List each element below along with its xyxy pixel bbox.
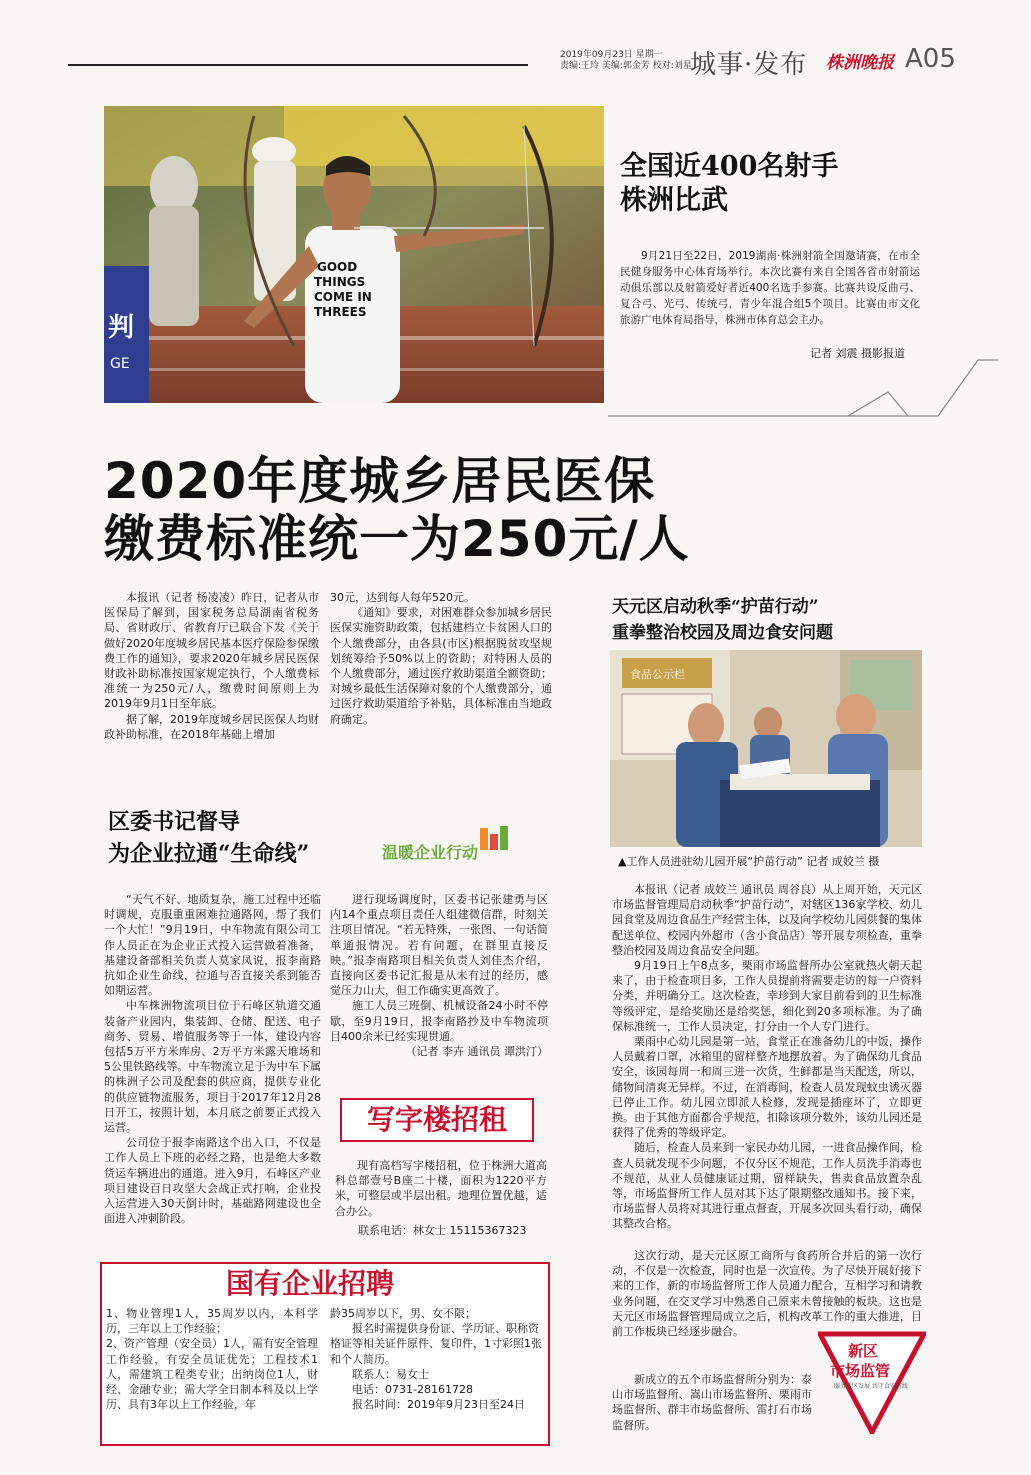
archery-photo (104, 106, 604, 403)
jobs-time: 报名时间：2019年9月23日至24日 (352, 1398, 525, 1412)
campaign-logo (380, 826, 520, 866)
main-para: 30元，达到每人每年520元。 (330, 591, 475, 604)
market-supervision-badge (818, 1328, 926, 1434)
main-para: 本报讯（记者 杨凌凌）昨日，记者从市医保局了解到，国家税务总局湖南省税务局、省财政厅、省教育厅已联合下发《关于做好2020年度城乡居民基本医疗保险参保缴费工作的通知》，要求2020年城乡居民医保财政补助标准按国家规定执行，个人缴费标准统一为250元/人，缴费时间原则上为2019年9月1日至年底。 (104, 591, 319, 711)
archery-byline: 记者 刘震 摄影报道 (810, 347, 905, 360)
shirt-text-3: COME IN (314, 290, 372, 304)
header-rule (68, 64, 528, 66)
district-byline: （记者 李卉 通讯员 谭洪汀） (405, 1045, 548, 1059)
office-ad-body: 现有高档写字楼招租，位于株洲大道高科总部壹号B座二十楼，面积为1220平方米，可整层或半层出租。地理位置优越，适合办公。 (335, 1159, 547, 1218)
tianyuan-title (612, 594, 833, 646)
archery-body: 9月21日至22日，2019湖南·株洲射箭全国邀请赛，在市全民健身服务中心体育场举行。本次比赛有来自全国各省市射箭运动俱乐部以及射箭爱好者近400名选手参赛。比赛共设反曲弓、复合弓、光弓、传统弓，青少年混合组5个项目。比赛由市文化旅游广电体育局指导，株洲市体育总会主办。 (620, 250, 920, 326)
tianyuan-title-line1: 天元区启动秋季“护苗行动” (612, 597, 819, 617)
header-date: 2019年09月23日 星期一 (560, 50, 663, 60)
banner-text-1: 判 (108, 313, 135, 343)
section-title: 城事·发布 (690, 50, 808, 80)
page-number: A05 (905, 44, 956, 74)
archery-title-line2: 株洲比武 (620, 185, 728, 216)
logo-line1: 新区 (848, 1342, 879, 1360)
district-title (108, 806, 309, 870)
market-supervision-logo (818, 1328, 926, 1434)
shirt-text-2: THINGS (314, 275, 366, 289)
jobs-col1: 1、物业管理1人，35周岁以内，本科学历，三年以上工作经验； 2、资产管理（安全员）1人，需有安全管理工作经验，有安全员证优先；工程技术1人，需建筑工程类专业；出纳岗位1人，财经、金融专业；需大学全日制本科及以上学历、具有3年以上工作经验，年 (106, 1307, 318, 1412)
main-para: 据了解，2019年度城乡居民医保人均财政补助标准，在2018年基础上增加 (104, 712, 319, 741)
jobs-contact-name: 联系人：易女士 (352, 1367, 429, 1381)
campaign-logo-text: 温暖企业行动 (382, 843, 479, 862)
tianyuan-body-top (612, 882, 922, 1232)
logo-line2: 市场监管 (830, 1362, 891, 1380)
campaign-logo-graphic (380, 826, 520, 866)
main-headline (104, 452, 690, 568)
header-staff: 责编:王玲 美编:郭金芳 校对:刘星 (560, 61, 692, 71)
noticeboard-label: 食品公示栏 (630, 668, 685, 681)
district-col1 (104, 892, 321, 1226)
banner-text-2: GE (110, 356, 130, 372)
main-col1 (104, 590, 319, 742)
district-para: 施工人员三班倒、机械设备24小时不停歇，至9月19日，报李南路抄及中车物流项目400余米已经实现贯通。 (330, 999, 548, 1043)
newspaper-logo: 株洲晚报 (826, 53, 894, 73)
tianyuan-para: 9月19日上午8点多，栗雨市场监督所办公室就热火朝天起来了，由于检查项目多，工作人员提前将需要走访的每一户资料分类，并明确分工。这次检查，幸珍到大家目前看到的卫生标准等级评定，是给奖励还是给奖惩，细化到20多项标准。为了确保标准统一，工作人员决定，打分由一个人专门进行。 (612, 959, 922, 1033)
main-col2 (330, 590, 552, 727)
shirt-text-1: GOOD (317, 260, 358, 274)
tianyuan-para: 这次行动，是天元区原工商所与食药所合并后的第一次行动，不仅是一次检查，同时也是一次宣传。为了尽快开展好接下来的工作，新的市场监督所工作人员通力配合，互相学习和请教业务问题，在交叉学习中熟悉自己原来未曾接触的板块。这也是天元区市场监督管理局成立之后，机构改革工作的重大推进，目前工作板块已经逐步融合。 (612, 1249, 922, 1339)
tianyuan-title-line2: 重拳整治校园及周边食安问题 (612, 623, 833, 643)
tianyuan-para: 随后，检查人员来到一家民办幼儿园，一进食品操作间，检查人员就发现不少问题，不仅分区不规范，工作人员洗手消毒也不规范，从业人员健康证过期，留样缺失，售卖食品放置杂乱等，市场监督所工作人员对其下达了限期整改通知书。接下来，市场监督人员将对其进行重点督查，开展多次回头看行动，确保其整改合格。 (612, 1141, 922, 1231)
district-para: 公司位于报李南路这个出入口，不仅是工作人员上下班的必经之路，也是绝大多数货运车辆进出的通道。进入9月，石峰区产业项目建设百日攻坚大会战正式打响，企业投入运营进入30天倒计时，基础路网建设也全面进入冲刺阶段。 (104, 1136, 321, 1226)
district-para: “天气不好、地质复杂，施工过程中还临时调规，克服重重困难拉通路网，帮了我们一个大忙！”9月19日，中车物流有限公司工作人员正在为企业正式投入运营做着准备，基建设备部相关负责人莫家凤说，报李南路抗如企业生命线，拉通与否直接关系到能否如期运营。 (104, 893, 321, 998)
main-headline-line1: 2020年度城乡居民医保 (104, 452, 656, 510)
archery-scene (104, 106, 604, 403)
archery-title-line1: 全国近400名射手 (620, 151, 839, 182)
tianyuan-body-end (612, 1372, 812, 1433)
jobs-col2 (330, 1306, 542, 1412)
office-ad-contact: 联系电话：林女士 15115367323 (358, 1224, 527, 1237)
tianyuan-para: 本报讯（记者 成姣兰 通讯员 周谷良）从上周开始，天元区市场监督管理局启动秋季“护苗行动”，对辖区136家学校、幼儿园食堂及周边食品生产经营主体，以及向学校幼儿园供餐的集体配送单位、校园内外超市（含小食品店）等开展专项检查，重拳整治校园及周边食品安全问题。 (612, 883, 922, 957)
jobs-age: 龄35周岁以下，男、女不限； (330, 1307, 476, 1320)
shirt-text-4: THREES (314, 305, 367, 319)
district-title-line2: 为企业拉通“生命线” (108, 841, 310, 867)
jobs-ad-title: 国有企业招聘 (225, 1267, 394, 1300)
district-title-line1: 区委书记督导 (108, 809, 241, 835)
header-meta (560, 50, 692, 72)
archery-title (620, 150, 838, 218)
inspection-photo (610, 650, 922, 847)
tianyuan-para: 新成立的五个市场监督所分别为：泰山市场监督所、嵩山市场监督所、栗雨市场监督所、群丰市场监督所、雷打石市场监督所。 (612, 1373, 812, 1432)
logo-sub: 服务新区发展 共守食安防线 (834, 1383, 908, 1390)
tianyuan-body-bottom (612, 1248, 922, 1339)
inspection-scene (610, 650, 922, 847)
office-ad-title: 写字楼招租 (340, 1098, 534, 1142)
district-col2 (330, 892, 548, 1059)
archery-deco-line (608, 350, 1028, 420)
district-para: 进行现场调度时，区委书记张建勇与区内14个重点项目责任人组建微信群，时刻关注项目情况。“若无特殊，一张图、一句话简单通报情况。若有问题，在群里直接反映。”报李南路项目相关负责人刘佳杰介绍，直接向区委书记汇报是从未有过的经历，感觉压力山大，但工作确实更高效了。 (330, 893, 548, 998)
inspection-caption: ▲工作人员进驻幼儿园开展“护苗行动” 记者 成姣兰 摄 (618, 855, 880, 868)
jobs-docs: 报名时需提供身份证、学历证、职称资格证等相关证件原件、复印件，1寸彩照1张和个人简历。 (330, 1322, 542, 1366)
jobs-phone: 电话：0731-28161728 (352, 1383, 473, 1397)
tianyuan-para: 栗雨中心幼儿园是第一站，食堂正在准备幼儿的中饭，操作人员戴着口罩，冰箱里的留样整齐地摆放着。为了确保幼儿食品安全，该园每周一和周三进一次货，生鲜都是当天配送，所以，储物间清爽无异样。不过，在消毒间，检查人员发现蚊虫诱灭器已停止工作。幼儿园立即派人检修，发现是插座坏了，立即更换。由于其他方面都合乎规范，扣除该项分数外，该幼儿园还是获得了优秀的等级评定。 (612, 1035, 922, 1140)
district-para: 中车株洲物流项目位于石峰区轨道交通装备产业园内，集装卸、仓储、配送、电子商务、贸易、增值服务等于一体，建设内容包括5万平方米库房、2万平方米露天堆场和5公里铁路线等。中车物流立足于为中车下属的株洲子公司及配套的供应商，提供专业化的供应链物流服务，项目于2017年12月28日开工，按照计划，本月底之前要正式投入运营。 (104, 999, 321, 1135)
main-para: 《通知》要求，对困难群众参加城乡居民医保实施资助政策，包括建档立卡贫困人口的个人缴费部分，由各县(市区)根据脱贫攻坚规划统筹给予50%以上的资助；对特困人员的个人缴费部分，通过医疗救助渠道全额资助；对城乡最低生活保障对象的个人缴费部分，通过医疗救助渠道给予补贴，具体标准由当地政府确定。 (330, 606, 552, 726)
main-headline-line2: 缴费标准统一为250元/人 (104, 510, 690, 568)
